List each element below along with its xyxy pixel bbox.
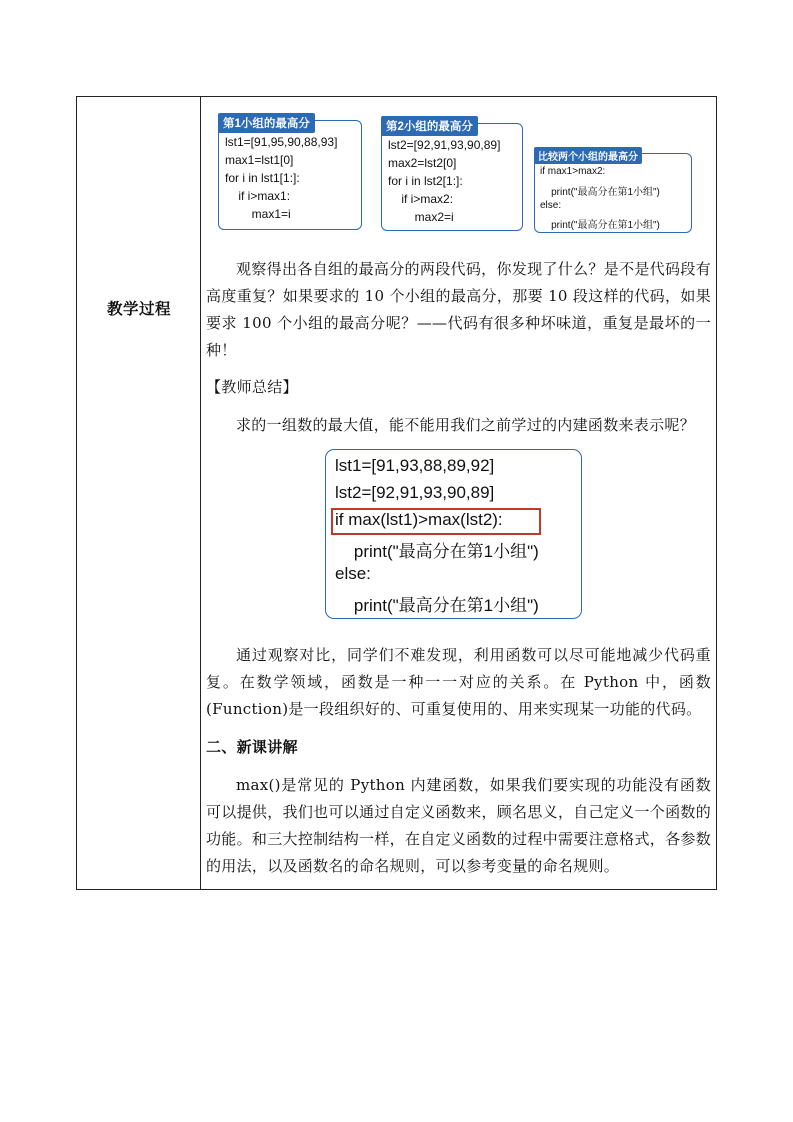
code-line: lst2=[92,91,93,90,89] — [388, 138, 501, 152]
code-line: print("最高分在第1小组") — [540, 187, 660, 198]
code-box-max-function — [325, 449, 582, 619]
row-label: 教学过程 — [106, 301, 171, 318]
question-paragraph: 求的一组数的最大值，能不能用我们之前学过的内建函数来表示呢？ — [236, 416, 696, 434]
code-line: for i in lst2[1:]: — [388, 174, 463, 188]
code-line-highlighted: if max(lst1)>max(lst2): — [335, 510, 503, 529]
code-line: lst1=[91,93,88,89,92] — [335, 456, 495, 475]
section-heading: 二、新课讲解 — [206, 739, 298, 756]
code-line: lst2=[92,91,93,90,89] — [335, 483, 495, 502]
code-line: else: — [335, 564, 371, 583]
row-label-cell — [77, 97, 201, 889]
code-line: else: — [540, 200, 562, 211]
code-box-group1-tag: 第1小组的最高分 — [218, 113, 315, 133]
code-line: for i in lst1[1:]: — [225, 171, 300, 185]
new-lesson-paragraph: max()是常见的 Python 内建函数，如果我们要实现的功能没有函数可以提供，我们也可以通过自定义函数来，顾名思义，自己定义一个函数的功能。和三大控制结构一样，在自定义函数的过程中需要注意格式，各参数的用法，以及函数名的命名规则，可以参考变量的命名规则。 — [206, 776, 711, 875]
code-box-group2 — [381, 123, 523, 231]
code-line: if max1>max2: — [540, 166, 606, 177]
code-line: if i>max2: — [388, 192, 454, 206]
code-line: max2=lst2[0] — [388, 156, 457, 170]
code-box-group2-tag: 第2小组的最高分 — [381, 116, 478, 136]
conclusion-paragraph: 通过观察对比，同学们不难发现，利用函数可以尽可能地减少代码重复。在数学领域，函数是一种一一对应的关系。在 Python 中，函数(Function)是一段组织好的、可重复使用的、用来实现某一功能的代码。 — [206, 646, 711, 718]
code-box-group1 — [218, 120, 362, 230]
code-line: max1=lst1[0] — [225, 153, 294, 167]
code-line: print("最高分在第1小组") — [335, 542, 539, 561]
code-line: max1=i — [225, 207, 291, 221]
teacher-summary-heading: 【教师总结】 — [206, 378, 298, 396]
code-line: print("最高分在第1小组") — [335, 596, 539, 615]
code-line: print("最高分在第1小组") — [540, 220, 660, 231]
code-box-compare-tag: 比较两个小组的最高分 — [534, 147, 642, 164]
code-line: max2=i — [388, 210, 454, 224]
code-box-compare — [534, 153, 692, 233]
code-line: if i>max1: — [225, 189, 291, 203]
observe-paragraph: 观察得出各自组的最高分的两段代码，你发现了什么？是不是代码段有高度重复？如果要求的 10 个小组的最高分，那要 10 段这样的代码，如果要求 100 个小组的最高分呢？——代码有很多种坏味道，重复是最坏的一种！ — [206, 260, 711, 359]
code-line: lst1=[91,95,90,88,93] — [225, 135, 338, 149]
